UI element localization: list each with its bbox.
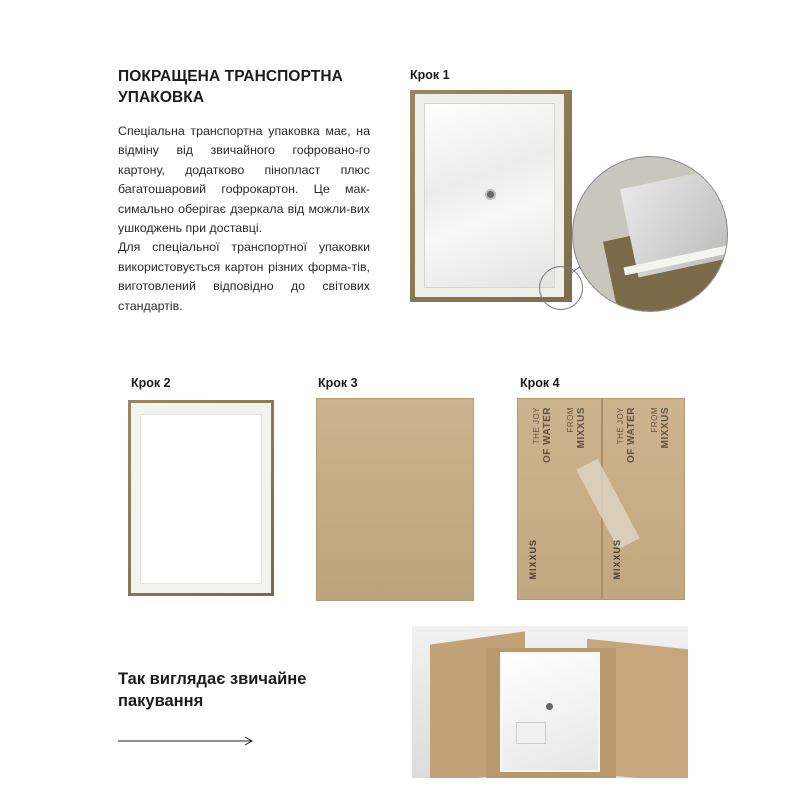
description [118,122,370,316]
step-3-label: Крок 3 [318,376,358,390]
arrow-right-icon [118,734,258,748]
step-2-label: Крок 2 [131,376,171,390]
description-paragraph-2: Для спеціальної транспортної упаковки використовується картон різних форма-тів, виготовлений відповідно до світових стандартів. [118,240,370,313]
box-from-line-2-right: MIXXUS [660,407,671,449]
description-paragraph-1: Спеціальна транспортна упаковка має, на відміну від звичайного гофровано-го картону, додатково пінопласт плюс багатошаровий гофрокартон. Це мак-симально оберігає дзеркала від можли-вих ушкоджень при доставці. [118,124,370,236]
box-from-line-1: FROM [566,407,575,433]
step-1-label: Крок 1 [410,68,450,82]
title-line-2: УПАКОВКА [118,89,205,106]
regular-packaging-photo [412,626,688,778]
zoom-source-circle [539,266,583,310]
regular-packaging-caption [118,668,358,712]
box-slogan-line-2: OF WATER [542,407,553,464]
box-brand-logo-right: MIXXUS [612,539,622,580]
box-slogan-line-1-right: THE JOY [616,407,625,445]
box-slogan-line-2-right: OF WATER [626,407,637,464]
box-from-line-1-right: FROM [650,407,659,433]
step-2-photo [128,400,274,596]
title-line-1: ПОКРАЩЕНА ТРАНСПОРТНА [118,68,343,85]
box-brand-logo: MIXXUS [528,539,538,580]
caption-line-2: пакування [118,692,204,710]
box-slogan-line-1: THE JOY [532,407,541,445]
step-4-branded-box [517,398,685,600]
step-3-closed-box [316,398,474,601]
caption-line-1: Так виглядає звичайне [118,670,307,688]
corner-detail-zoom [572,156,728,312]
step-4-label: Крок 4 [520,376,560,390]
box-from-line-2: MIXXUS [576,407,587,449]
section-title [118,66,388,108]
